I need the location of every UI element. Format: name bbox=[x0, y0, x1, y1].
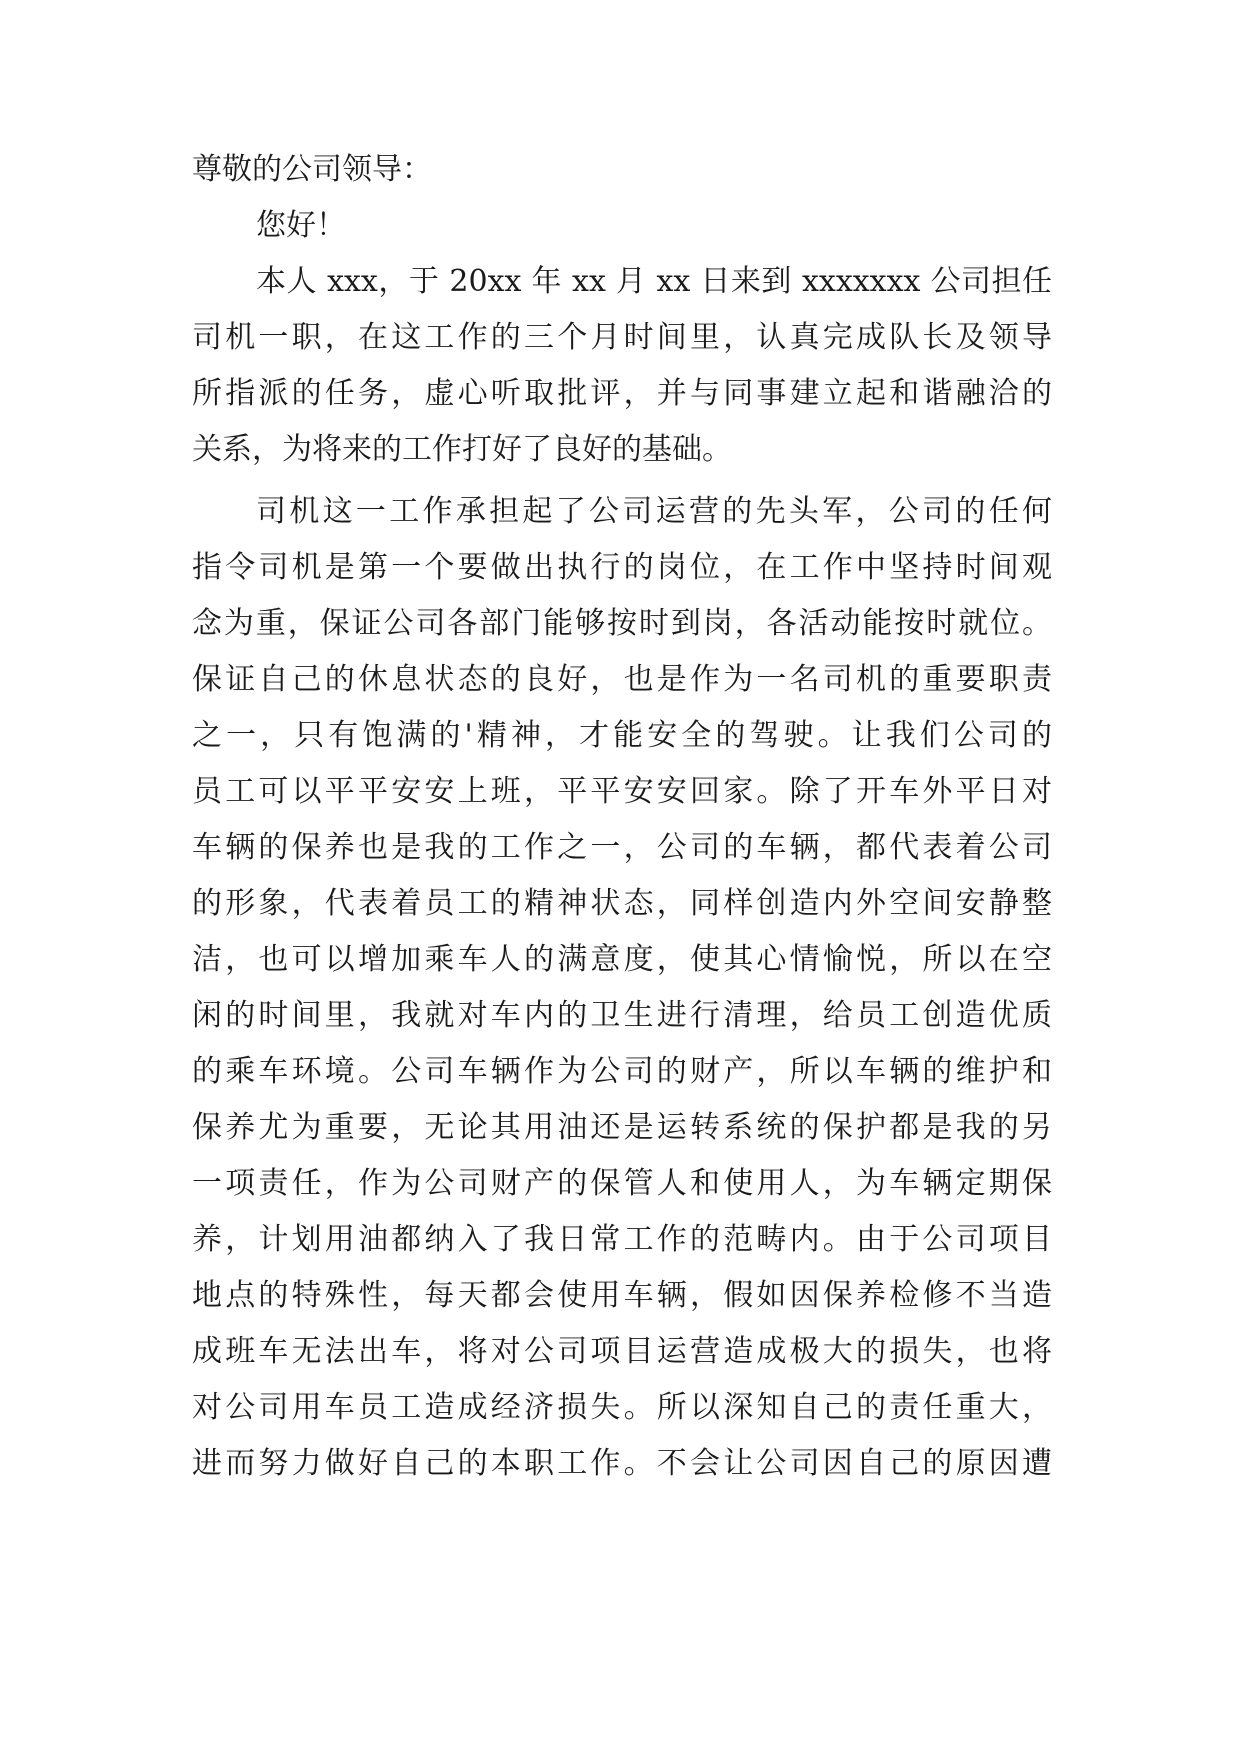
greeting: 您好！ bbox=[256, 208, 346, 243]
paragraph-line: 车辆的保养也是我的工作之一，公司的车辆，都代表着公司 bbox=[192, 830, 1052, 865]
paragraph-line: 洁，也可以增加乘车人的满意度，使其心情愉悦，所以在空 bbox=[192, 942, 1052, 977]
paragraph-line: 关系，为将来的工作打好了良好的基础。 bbox=[192, 432, 732, 467]
paragraph-line: 养，计划用油都纳入了我日常工作的范畴内。由于公司项目 bbox=[192, 1222, 1052, 1257]
salutation: 尊敬的公司领导： bbox=[192, 152, 432, 187]
paragraph-line: 的形象，代表着员工的精神状态，同样创造内外空间安静整 bbox=[192, 886, 1052, 921]
paragraph-line: 之一，只有饱满的'精神，才能安全的驾驶。让我们公司的 bbox=[192, 718, 1052, 753]
paragraph-line: 保养尤为重要，无论其用油还是运转系统的保护都是我的另 bbox=[192, 1110, 1052, 1145]
paragraph-line: 司机一职，在这工作的三个月时间里，认真完成队长及领导 bbox=[192, 320, 1052, 355]
paragraph-line: 对公司用车员工造成经济损失。所以深知自己的责任重大， bbox=[192, 1390, 1052, 1425]
paragraph-line: 进而努力做好自己的本职工作。不会让公司因自己的原因遭 bbox=[192, 1446, 1052, 1481]
paragraph-line: 地点的特殊性，每天都会使用车辆，假如因保养检修不当造 bbox=[192, 1278, 1052, 1313]
paragraph-line: 闲的时间里，我就对车内的卫生进行清理，给员工创造优质 bbox=[192, 998, 1052, 1033]
paragraph-line: 成班车无法出车，将对公司项目运营造成极大的损失，也将 bbox=[192, 1334, 1052, 1369]
paragraph-line: 一项责任，作为公司财产的保管人和使用人，为车辆定期保 bbox=[192, 1166, 1052, 1201]
paragraph-line: 员工可以平平安安上班，平平安安回家。除了开车外平日对 bbox=[192, 774, 1052, 809]
paragraph-line: 所指派的任务，虚心听取批评，并与同事建立起和谐融洽的 bbox=[192, 376, 1052, 411]
paragraph-line: 念为重，保证公司各部门能够按时到岗，各活动能按时就位。 bbox=[192, 606, 1052, 641]
paragraph-line: 本人 xxx，于 20xx 年 xx 月 xx 日来到 xxxxxxx 公司担任 bbox=[256, 264, 1052, 299]
paragraph-line: 司机这一工作承担起了公司运营的先头军，公司的任何 bbox=[256, 494, 1052, 529]
paragraph-line: 保证自己的休息状态的良好，也是作为一名司机的重要职责 bbox=[192, 662, 1052, 697]
paragraph-line: 的乘车环境。公司车辆作为公司的财产，所以车辆的维护和 bbox=[192, 1054, 1052, 1089]
paragraph-line: 指令司机是第一个要做出执行的岗位，在工作中坚持时间观 bbox=[192, 550, 1052, 585]
